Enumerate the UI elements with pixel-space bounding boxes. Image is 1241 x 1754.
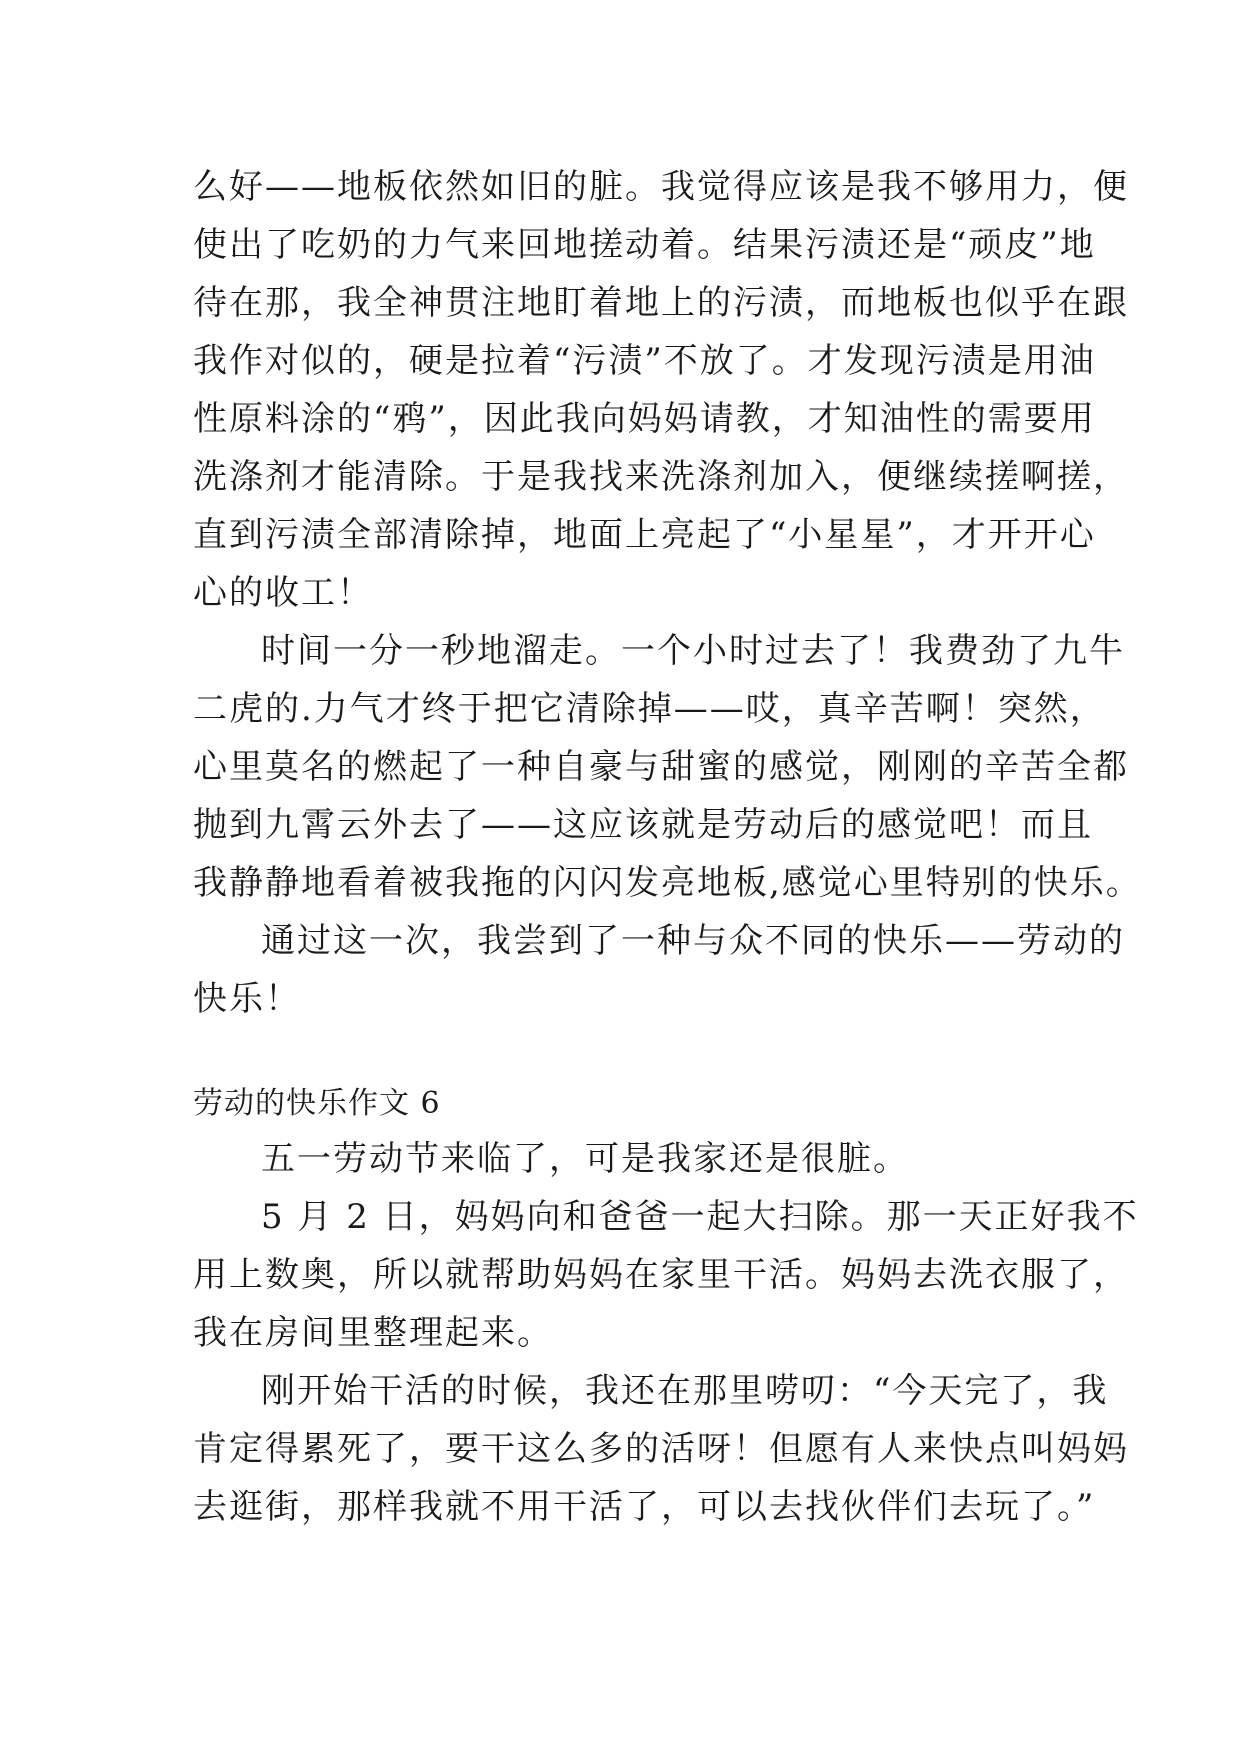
text-line: 5 月 2 日，妈妈向和爸爸一起大扫除。那一天正好我不: [261, 1197, 1139, 1237]
text-line: 去逛街，那样我就不用干活了，可以去找伙伴们去玩了。”: [193, 1487, 1096, 1527]
text-line: 肯定得累死了，要干这么多的活呀！但愿有人来快点叫妈妈: [193, 1429, 1129, 1469]
text-line: 心的收工！: [193, 573, 373, 613]
text-line: 二虎的.力气才终于把它清除掉——哎，真辛苦啊！突然，: [193, 689, 1106, 729]
paragraph: [193, 1188, 1139, 1362]
text-line: 用上数奥，所以就帮助妈妈在家里干活。妈妈去洗衣服了，: [193, 1255, 1129, 1295]
paragraph: [193, 1362, 1129, 1536]
text-line: 时间一分一秒地溜走。一个小时过去了！我费劲了九牛: [261, 631, 1125, 671]
text-line: 抛到九霄云外去了——这应该就是劳动后的感觉吧！而且: [193, 805, 1093, 845]
text-line: 心里莫名的燃起了一种自豪与甜蜜的感觉，刚刚的辛苦全都: [193, 747, 1129, 787]
section-gap: [193, 1028, 1053, 1078]
text-line: 使出了吃奶的力气来回地搓动着。结果污渍还是“顽皮”地: [193, 225, 1096, 265]
paragraph: [193, 158, 1129, 622]
section-title: 劳动的快乐作文 6: [193, 1086, 441, 1121]
text-line: 待在那，我全神贯注地盯着地上的污渍，而地板也似乎在跟: [193, 283, 1129, 323]
text-line: 我在房间里整理起来。: [193, 1313, 553, 1353]
text-line: 直到污渍全部清除掉，地面上亮起了“小星星”，才开开心: [193, 515, 1096, 555]
text-line: 么好——地板依然如旧的脏。我觉得应该是我不够用力，便: [193, 167, 1129, 207]
text-line: 洗涤剂才能清除。于是我找来洗涤剂加入，便继续搓啊搓，: [193, 457, 1129, 497]
paragraph: [193, 912, 1125, 1028]
text-line: 刚开始干活的时候，我还在那里唠叨：“今天完了，我: [261, 1371, 1109, 1411]
paragraph: [193, 1130, 1053, 1188]
text-line: 五一劳动节来临了，可是我家还是很脏。: [261, 1139, 909, 1179]
paragraph: [193, 622, 1142, 912]
text-line: 快乐！: [193, 979, 301, 1019]
text-line: 通过这一次，我尝到了一种与众不同的快乐——劳动的: [261, 921, 1125, 961]
text-line: 我静静地看着被我拖的闪闪发亮地板,感觉心里特别的快乐。: [193, 863, 1142, 903]
document-body: [193, 158, 1142, 1536]
text-line: 性原料涂的“鸦”，因此我向妈妈请教，才知油性的需要用: [193, 399, 1096, 439]
text-line: 我作对似的，硬是拉着“污渍”不放了。才发现污渍是用油: [193, 341, 1096, 381]
